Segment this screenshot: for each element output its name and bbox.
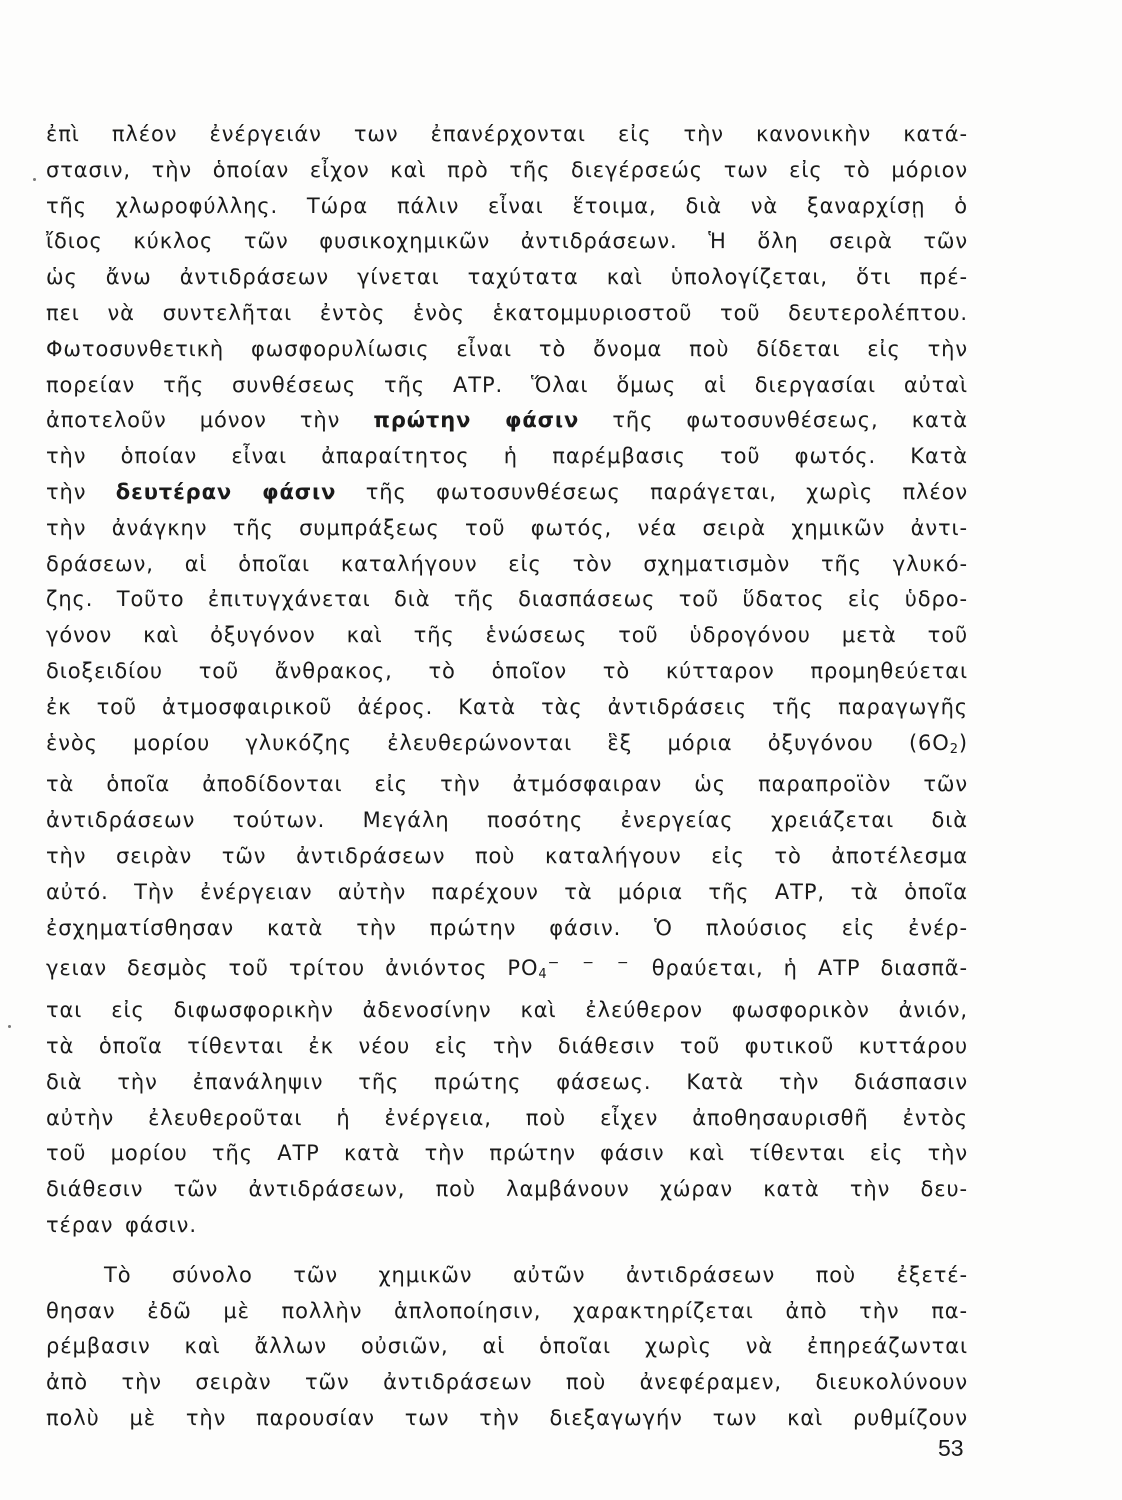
text-line: ται εἰς διφωσφορικὴν ἀδενοσίνην καὶ ἐλεύθερον φωσφορικὸν ἀνιόν,: [46, 998, 968, 1023]
scan-speck: [8, 1025, 11, 1028]
page-number: 53: [938, 1435, 964, 1461]
text-line: ζης. Τοῦτο ἐπιτυγχάνεται διὰ τῆς διασπάσεως τοῦ ὕδατος εἰς ὑδρο-: [46, 587, 968, 612]
text-line: γόνον καὶ ὀξυγόνον καὶ τῆς ἑνώσεως τοῦ ὑδρογόνου μετὰ τοῦ: [46, 623, 968, 648]
text-segment: ἑνὸς μορίου γλυκόζης ἐλευθερώνονται ἓξ μόρια ὀξυγόνου (6O: [46, 730, 950, 755]
text-line: αὐτό. Τὴν ἐνέργειαν αὐτὴν παρέχουν τὰ μόρια τῆς ΑΤΡ, τὰ ὁποῖα: [46, 879, 968, 904]
scan-speck: [33, 178, 36, 181]
ion-charge: − − −: [547, 955, 632, 972]
text-line: στασιν, τὴν ὁποίαν εἶχον καὶ πρὸ τῆς διεγέρσεώς των εἰς τὸ μόριον: [46, 157, 968, 182]
text-line: διὰ τὴν ἐπανάληψιν τῆς πρώτης φάσεως. Κατὰ τὴν διάσπασιν: [46, 1069, 968, 1094]
text-line: ἀντιδράσεων τούτων. Μεγάλη ποσότης ἐνεργείας χρειάζεται διὰ: [46, 808, 968, 833]
text-line-formula: [46, 946, 968, 993]
text-line: ἐκ τοῦ ἀτμοσφαιρικοῦ ἀέρος. Κατὰ τὰς ἀντιδράσεις τῆς παραγωγῆς: [46, 694, 968, 719]
text-segment: γειαν δεσμὸς τοῦ τρίτου ἀνιόντος PO: [46, 956, 539, 981]
text-line-formula: [46, 726, 968, 768]
text-line: ἴδιος κύκλος τῶν φυσικοχημικῶν ἀντιδράσεων. Ἡ ὅλη σειρὰ τῶν: [46, 229, 968, 254]
text-line-with-bold: [46, 403, 968, 439]
body-text: [46, 117, 968, 1437]
text-line: τῆς χλωροφύλλης. Τώρα πάλιν εἶναι ἕτοιμα, διὰ νὰ ξαναρχίσῃ ὁ: [46, 193, 968, 218]
bold-term-first-phase: πρώτην φάσιν: [373, 408, 580, 433]
text-line: ἀπὸ τὴν σειρὰν τῶν ἀντιδράσεων ποὺ ἀνεφέραμεν, διευκολύνουν: [46, 1370, 968, 1395]
text-line: Τὸ σύνολο τῶν χημικῶν αὐτῶν ἀντιδράσεων ποὺ ἐξετέ-: [104, 1262, 968, 1287]
text-line: ὡς ἄνω ἀντιδράσεων γίνεται ταχύτατα καὶ ὑπολογίζεται, ὅτι πρέ-: [46, 265, 968, 290]
text-line: θησαν ἐδῶ μὲ πολλὴν ἁπλοποίησιν, χαρακτηρίζεται ἀπὸ τὴν πα-: [46, 1298, 968, 1323]
text-line: ἐσχηματίσθησαν κατὰ τὴν πρώτην φάσιν. Ὁ πλούσιος εἰς ἐνέρ-: [46, 915, 968, 940]
text-segment: τὴν: [46, 479, 87, 504]
text-segment: θραύεται, ἡ ΑΤΡ διασπᾶ-: [651, 956, 969, 981]
text-line: τὴν ὁποίαν εἶναι ἀπαραίτητος ἡ παρέμβασις τοῦ φωτός. Κατὰ: [46, 444, 968, 469]
text-line: τὰ ὁποῖα τίθενται ἐκ νέου εἰς τὴν διάθεσιν τοῦ φυτικοῦ κυττάρου: [46, 1033, 968, 1058]
subscript: 4: [538, 967, 548, 983]
text-line: τὴν σειρὰν τῶν ἀντιδράσεων ποὺ καταλήγουν εἰς τὸ ἀποτέλεσμα: [46, 843, 968, 868]
text-segment: τῆς φωτοσυνθέσεως παράγεται, χωρὶς πλέον: [365, 479, 969, 504]
text-line-with-bold: [46, 475, 968, 511]
subscript: 2: [949, 741, 959, 757]
text-line: τοῦ μορίου τῆς ΑΤΡ κατὰ τὴν πρώτην φάσιν καὶ τίθενται εἰς τὴν: [46, 1141, 968, 1166]
bold-term-second-phase: δευτέραν φάσιν: [115, 479, 337, 504]
text-line: διοξειδίου τοῦ ἄνθρακος, τὸ ὁποῖον τὸ κύτταρον προμηθεύεται: [46, 658, 968, 683]
text-line: Φωτοσυνθετικὴ φωσφορυλίωσις εἶναι τὸ ὄνομα ποὺ δίδεται εἰς τὴν: [46, 336, 968, 361]
text-line: πολὺ μὲ τὴν παρουσίαν των τὴν διεξαγωγήν των καὶ ρυθμίζουν: [46, 1405, 968, 1430]
text-line: πει νὰ συντελῆται ἐντὸς ἑνὸς ἑκατομμυριοστοῦ τοῦ δευτερολέπτου.: [46, 300, 968, 325]
text-line: διάθεσιν τῶν ἀντιδράσεων, ποὺ λαμβάνουν χώραν κατὰ τὴν δευ-: [46, 1177, 968, 1202]
text-line: αὐτὴν ἐλευθεροῦται ἡ ἐνέργεια, ποὺ εἶχεν ἀποθησαυρισθῆ ἐντὸς: [46, 1105, 968, 1130]
text-line: δράσεων, αἱ ὁποῖαι καταλήγουν εἰς τὸν σχηματισμὸν τῆς γλυκό-: [46, 551, 968, 576]
paragraph-gap: [46, 1244, 968, 1258]
text-segment: ἀποτελοῦν μόνον τὴν: [46, 408, 341, 433]
text-line: ἐπὶ πλέον ἐνέργειάν των ἐπανέρχονται εἰς τὴν κανονικὴν κατά-: [46, 122, 968, 146]
text-segment: τῆς φωτοσυνθέσεως, κατὰ: [612, 408, 969, 433]
text-segment: ): [958, 730, 968, 755]
text-line: τέραν φάσιν.: [46, 1212, 197, 1237]
text-line: πορείαν τῆς συνθέσεως τῆς ΑΤΡ. Ὅλαι ὅμως αἱ διεργασίαι αὐταὶ: [46, 372, 968, 397]
text-line: τὰ ὁποῖα ἀποδίδονται εἰς τὴν ἀτμόσφαιραν ὡς παραπροϊὸν τῶν: [46, 772, 968, 797]
text-line: ρέμβασιν καὶ ἄλλων οὐσιῶν, αἱ ὁποῖαι χωρὶς νὰ ἐπηρεάζωνται: [46, 1334, 968, 1359]
text-line: τὴν ἀνάγκην τῆς συμπράξεως τοῦ φωτός, νέα σειρὰ χημικῶν ἀντι-: [46, 515, 968, 540]
